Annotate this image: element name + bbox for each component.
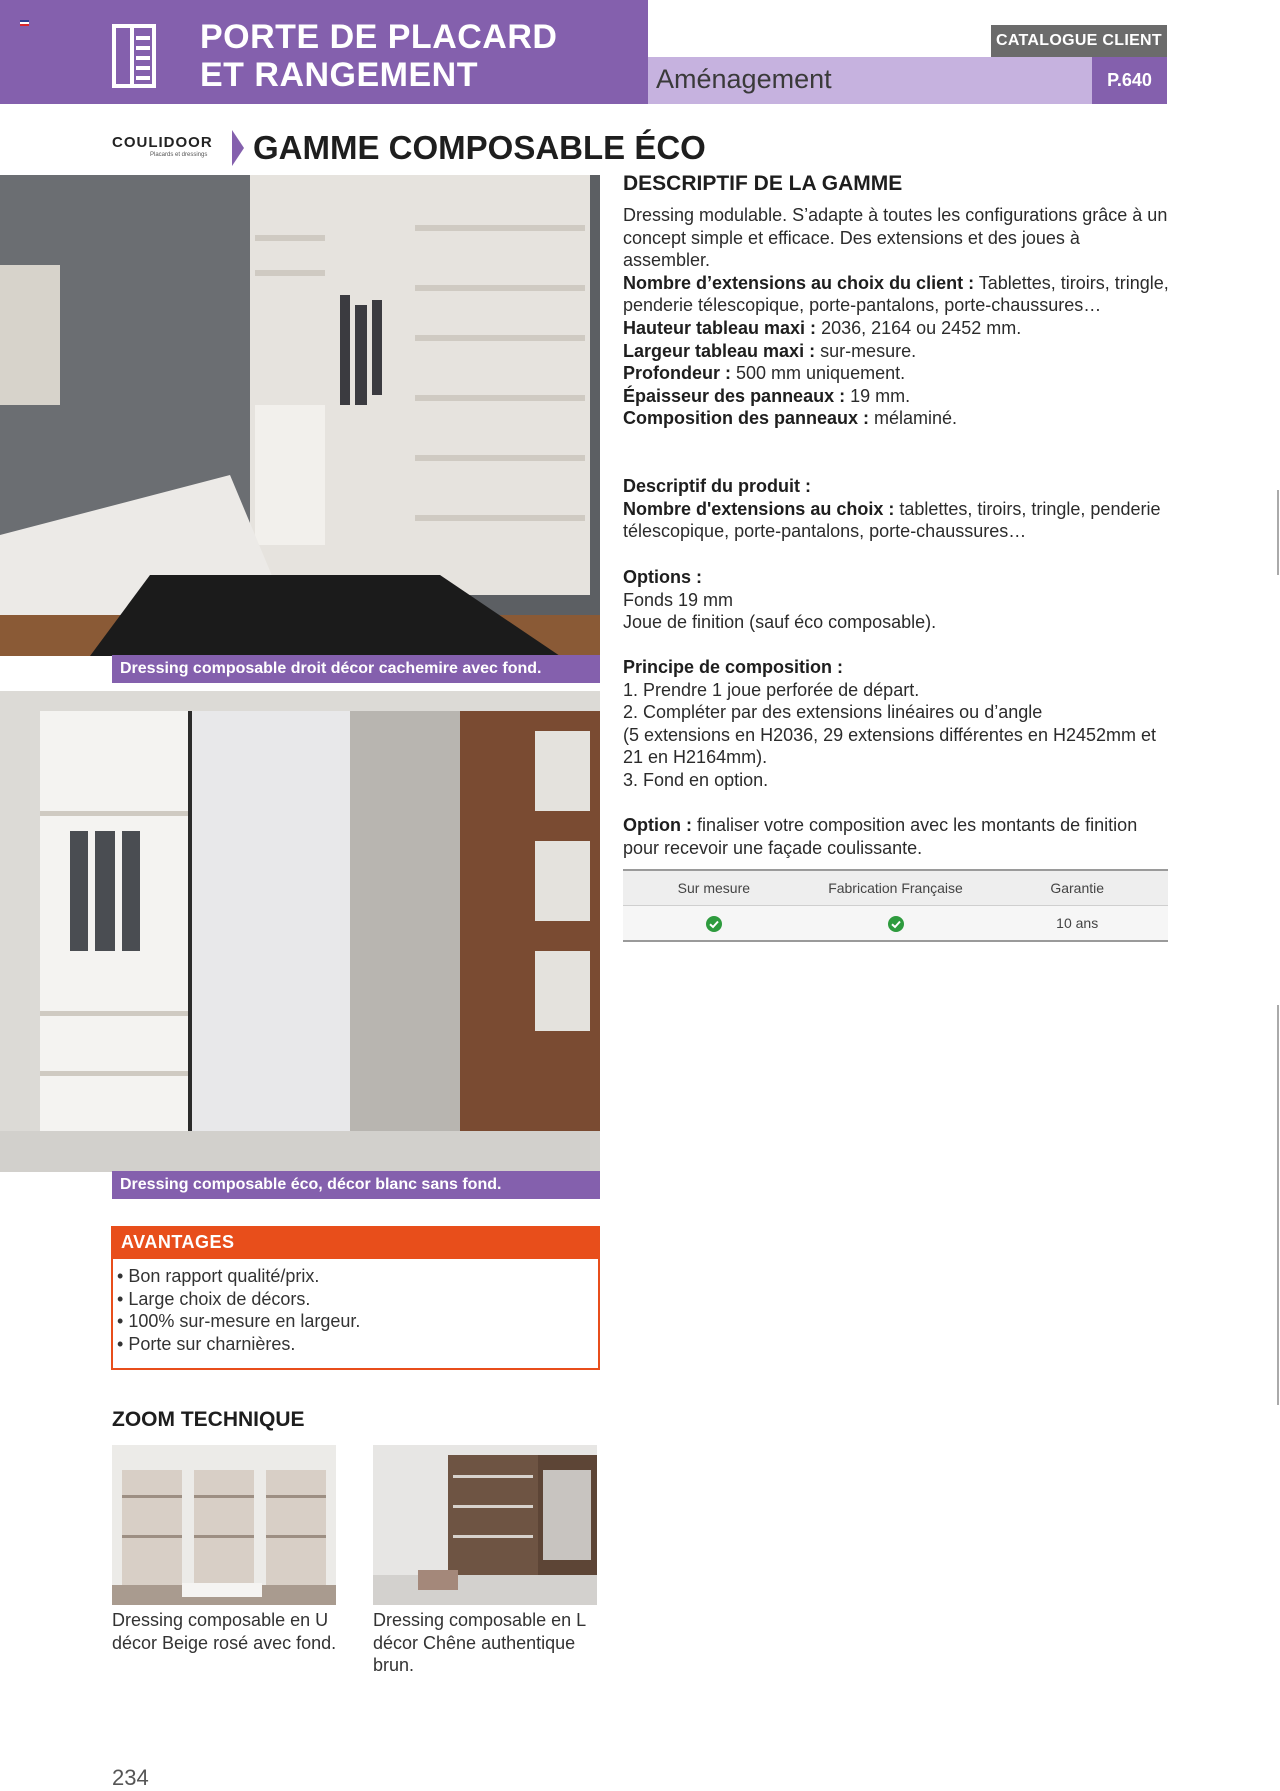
principle-step: 2. Compléter par des extensions linéaires ou d’angle [623, 702, 1043, 723]
section-title: Aménagement [656, 64, 832, 94]
page-number: 234 [112, 1765, 149, 1790]
spec-value: sur-mesure. [815, 340, 917, 361]
bedroom-dressing-photo [0, 175, 600, 656]
spec-value: 2036, 2164 ou 2452 mm. [816, 317, 1022, 338]
brand-tagline: Placards et dressings [150, 152, 208, 158]
description-heading: DESCRIPTIF DE LA GAMME [623, 172, 903, 195]
options-heading: Options : [623, 567, 702, 587]
list-item: • Porte sur charnières. [117, 1333, 598, 1356]
features-table [623, 869, 1168, 942]
spec-line [623, 407, 1171, 430]
wardrobe-icon [112, 24, 156, 88]
principle-step: 3. Fond en option. [623, 769, 769, 790]
chevron-right-icon [232, 130, 244, 166]
advantages-box [111, 1226, 600, 1370]
product-value: tablettes, tiroirs, tringle, penderie télescopique, porte-pantalons, porte-chaussures… [623, 498, 1161, 542]
page-title [200, 18, 557, 94]
advantages-heading: AVANTAGES [113, 1226, 598, 1259]
catalogue-badge: CATALOGUE CLIENT [991, 25, 1167, 57]
option-item: Joue de finition (sauf éco composable). [623, 612, 937, 633]
spec-label: Composition des panneaux : [623, 408, 870, 429]
l-dressing-thumbnail [373, 1445, 597, 1605]
photo-caption-1: Dressing composable droit décor cachemire avec fond. [112, 655, 600, 683]
option-value: finaliser votre composition avec les montants de finition pour recevoir une façade coulissante. [623, 815, 1138, 858]
intro-text: Dressing modulable. S’adapte à toutes les configurations grâce à un concept simple et efficace. Des extensions et des joues à assembler. [623, 205, 1168, 271]
brand-logo [112, 134, 224, 164]
advantages-list [113, 1259, 598, 1355]
spec-line [623, 385, 1171, 408]
list-item: • 100% sur-mesure en largeur. [117, 1310, 598, 1333]
spec-value: mélaminé. [869, 408, 958, 429]
page-ref-badge: P.640 [1092, 57, 1167, 104]
photo-caption-2: Dressing composable éco, décor blanc sans fond. [112, 1171, 600, 1199]
table-header: Fabrication Française [828, 880, 963, 896]
u-dressing-thumbnail [112, 1445, 336, 1605]
spec-label: Hauteur tableau maxi : [623, 317, 817, 338]
page-edge-mark [1277, 490, 1279, 575]
spec-label: Épaisseur des panneaux : [623, 385, 846, 406]
check-circle-icon [706, 916, 722, 932]
table-header: Sur mesure [677, 880, 751, 896]
option-item: Fonds 19 mm [623, 589, 734, 610]
spec-line [623, 317, 1171, 340]
list-item: • Bon rapport qualité/prix. [117, 1265, 598, 1288]
spec-line [623, 272, 1171, 317]
spec-line [623, 362, 1171, 385]
product-description [623, 475, 1171, 543]
range-title: GAMME COMPOSABLE ÉCO [253, 129, 706, 166]
principle-step: 1. Prendre 1 joue perforée de départ. [623, 679, 920, 700]
product-heading: Descriptif du produit : [623, 476, 811, 496]
table-cell [805, 914, 987, 931]
option-note [623, 814, 1171, 859]
brand-name: COULIDOOR [112, 134, 213, 151]
table-header-row [623, 871, 1168, 906]
principle-step: (5 extensions en H2036, 29 extensions différentes en H2452mm et 21 en H2164mm). [623, 724, 1156, 768]
guarantee-value: 10 ans [1056, 915, 1099, 931]
product-label: Nombre d'extensions au choix : [623, 498, 895, 519]
white-dressing-photo [0, 691, 600, 1172]
options-block [623, 566, 1171, 634]
spec-line [623, 340, 1171, 363]
description-intro [623, 204, 1171, 430]
zoom-heading: ZOOM TECHNIQUE [112, 1408, 305, 1431]
spec-value: 19 mm. [845, 385, 911, 406]
table-cell [623, 914, 805, 931]
flag-icon [20, 20, 29, 26]
principle-heading: Principe de composition : [623, 657, 844, 677]
spec-label: Profondeur : [623, 363, 731, 384]
principle-block [623, 656, 1171, 792]
spec-label: Nombre d’extensions au choix du client : [623, 272, 975, 293]
spec-value: 500 mm uniquement. [731, 363, 906, 384]
spec-value: Tablettes, tiroirs, tringle, penderie télescopique, porte-pantalons, porte-chaussures… [623, 272, 1169, 316]
check-circle-icon [888, 916, 904, 932]
zoom-caption-2: Dressing composable en L décor Chêne authentique brun. [373, 1610, 586, 1676]
list-item: • Large choix de décors. [117, 1288, 598, 1311]
zoom-caption-1: Dressing composable en U décor Beige rosé avec fond. [112, 1610, 337, 1653]
table-row [623, 906, 1168, 940]
page-edge-mark [1277, 1005, 1279, 1405]
spec-label: Largeur tableau maxi : [623, 340, 816, 361]
option-label: Option : [623, 815, 692, 835]
table-header: Garantie [1050, 880, 1105, 896]
title-line-2: ET RANGEMENT [200, 56, 478, 94]
title-line-1: PORTE DE PLACARD [200, 18, 558, 56]
